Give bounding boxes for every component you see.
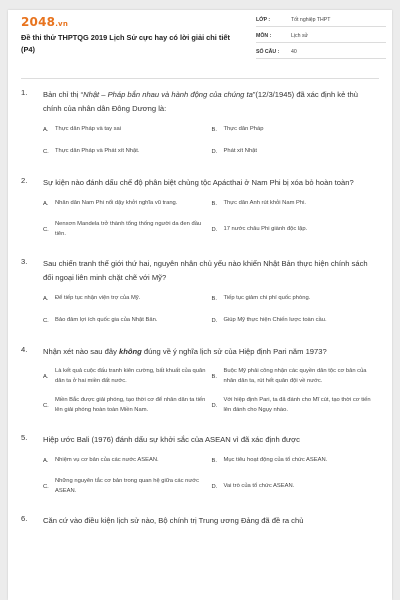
option-text: Thực dân Pháp và tay sai	[55, 126, 122, 133]
answer-option[interactable]	[212, 367, 375, 386]
option-text: Thực dân Anh rút khỏi Nam Phi.	[223, 200, 307, 207]
answer-option[interactable]	[212, 146, 375, 158]
option-letter: C.	[43, 149, 49, 155]
question-text-part: Bản chỉ thị “	[43, 90, 84, 99]
question-text-part: Hiệp ước Bali (1976) đánh dấu sự khởi sắc của ASEAN vì đã xác định được	[43, 435, 300, 444]
option-letter: B.	[211, 201, 217, 207]
option-text: Phát xít Nhật	[223, 148, 258, 155]
option-text: Thực dân Pháp	[223, 126, 264, 133]
answer-option[interactable]	[43, 146, 206, 158]
question-number: 6.	[21, 514, 28, 523]
option-text: Miền Bắc được giải phóng, tạo thời cơ để nhân dân ta tiến lên giải phóng hoàn toàn Miền Nam.	[55, 397, 206, 413]
question-text	[43, 257, 374, 285]
answer-option[interactable]	[43, 293, 206, 305]
question	[8, 345, 392, 415]
answer-option[interactable]	[43, 315, 206, 327]
answer-option[interactable]	[43, 124, 206, 136]
option-letter: A.	[43, 127, 49, 133]
option-text: Nhân dân Nam Phi nổi dậy khởi nghĩa vũ trang.	[55, 200, 178, 207]
header-divider	[21, 78, 379, 79]
answer-options	[43, 124, 374, 158]
question-number: 4.	[21, 345, 28, 354]
option-text: Là kết quả cuộc đấu tranh kiên cường, bất khuất của quân dân ta ở hai miền đất nước.	[55, 368, 206, 384]
meta-label: MÔN :	[256, 33, 272, 39]
option-letter: D.	[211, 149, 218, 155]
answer-options	[43, 198, 374, 239]
question	[8, 433, 392, 496]
answer-option[interactable]	[43, 396, 206, 415]
question-text	[43, 345, 374, 359]
question-text	[43, 176, 374, 190]
option-text: Với hiệp định Pari, ta đã đánh cho Mĩ cút, tạo thời cơ tiến lên đánh cho Ngụy nhào.	[223, 397, 371, 413]
option-letter: A.	[43, 373, 49, 380]
option-letter: C.	[43, 402, 49, 409]
option-text: Giúp Mỹ thực hiện Chiến lược toàn cầu.	[223, 317, 327, 324]
question-text-part: Nhận xét nào sau đây	[43, 347, 119, 356]
meta-row-subject	[256, 30, 386, 43]
answer-options	[43, 293, 374, 327]
answer-option[interactable]	[212, 455, 375, 467]
logo-text: 2048	[21, 15, 56, 29]
question-number: 2.	[21, 176, 28, 185]
option-text: Buộc Mỹ phải công nhận các quyền dân tộc cơ bản của nhân dân ta, rút hết quân đội về nước.	[223, 368, 367, 384]
answer-options	[43, 455, 374, 496]
option-letter: A.	[43, 201, 49, 207]
answer-option[interactable]	[212, 198, 375, 210]
meta-label: SỐ CÂU :	[256, 49, 280, 55]
answer-option[interactable]	[43, 477, 206, 496]
answer-option[interactable]	[43, 367, 206, 386]
exam-title: Đề thi thử THPTQG 2019 Lịch Sử cực hay có lời giải chi tiết (P4)	[21, 33, 230, 54]
question-text-part: ”(12/3/1945) đã xác định kẻ thù chính của nhân dân Đông Dương là:	[43, 90, 358, 113]
option-text: Bảo đảm lợi ích quốc gia của Nhật Bản.	[55, 317, 158, 324]
meta-label: LỚP :	[256, 17, 271, 23]
option-text: Thực dân Pháp và Phát xít Nhật.	[55, 148, 140, 155]
site-logo[interactable]	[21, 15, 68, 29]
question-number: 1.	[21, 88, 28, 97]
question-text-emphasis: không	[119, 347, 142, 356]
question-text-part: Căn cứ vào điều kiện lịch sử nào, Bộ chính trị Trung ương Đảng đã đề ra chủ	[43, 516, 304, 525]
option-letter: D.	[211, 226, 218, 233]
question-text-part: đúng về ý nghĩa lịch sử của Hiệp định Pari năm 1973?	[141, 347, 327, 356]
question	[8, 176, 392, 239]
question-number: 5.	[21, 433, 28, 442]
answer-option[interactable]	[43, 455, 206, 467]
logo-suffix: .vn	[55, 20, 69, 28]
option-letter: C.	[43, 483, 49, 490]
option-letter: D.	[211, 483, 218, 490]
answer-option[interactable]	[212, 477, 375, 496]
option-text: Nenxơn Mandela trở thành tổng thống người da đen đầu tiên.	[55, 221, 202, 237]
option-text: Tiếp tục giảm chi phí quốc phòng.	[223, 295, 311, 302]
question-list	[8, 88, 392, 546]
question-text-part: Sự kiện nào đánh dấu chế độ phân biệt chủng tộc Apácthai ở Nam Phi bị xóa bỏ hoàn toàn?	[43, 178, 354, 187]
option-letter: B.	[211, 296, 217, 302]
meta-value: 40	[291, 49, 297, 55]
option-text: Để tiếp tục nhận viện trợ của Mỹ.	[55, 295, 141, 302]
question	[8, 514, 392, 528]
meta-row-count	[256, 46, 386, 59]
option-letter: D.	[211, 318, 218, 324]
answer-option[interactable]	[212, 396, 375, 415]
option-letter: D.	[211, 402, 218, 409]
option-text: 17 nước châu Phi giành độc lập.	[223, 225, 308, 232]
answer-option[interactable]	[212, 293, 375, 305]
question-text	[43, 433, 374, 447]
answer-option[interactable]	[212, 220, 375, 239]
option-letter: B.	[211, 458, 217, 464]
question-text-part: Sau chiến tranh thế giới thứ hai, nguyên nhân chủ yếu nào khiến Nhật Bản thực hiện chính sách đối ngoại liên minh chặt chẽ với Mỹ?	[43, 259, 368, 282]
answer-option[interactable]	[43, 220, 206, 239]
exam-meta	[256, 14, 386, 62]
question-text-emphasis: Nhật – Pháp bắn nhau và hành động của chúng ta	[83, 90, 253, 99]
exam-page	[8, 10, 392, 600]
option-text: Những nguyên tắc cơ bản trong quan hệ giữa các nước ASEAN.	[55, 478, 199, 494]
option-text: Vai trò của tổ chức ASEAN.	[223, 482, 295, 489]
answer-option[interactable]	[43, 198, 206, 210]
option-letter: C.	[43, 318, 49, 324]
option-letter: B.	[211, 373, 217, 380]
page-header	[8, 10, 392, 68]
question	[8, 257, 392, 327]
option-text: Nhiệm vụ cơ bản của các nước ASEAN.	[55, 457, 159, 464]
option-letter: B.	[211, 127, 217, 133]
question	[8, 88, 392, 158]
meta-value: Tốt nghiệp THPT	[291, 17, 331, 23]
question-text	[43, 514, 374, 528]
question-number: 3.	[21, 257, 28, 266]
option-letter: C.	[43, 226, 49, 233]
option-letter: A.	[43, 296, 49, 302]
meta-row-class	[256, 14, 386, 27]
option-text: Mục tiêu hoạt động của tổ chức ASEAN.	[223, 457, 328, 464]
option-letter: A.	[43, 458, 49, 464]
answer-options	[43, 367, 374, 415]
answer-option[interactable]	[212, 124, 375, 136]
meta-value: Lịch sử	[291, 33, 309, 39]
answer-option[interactable]	[212, 315, 375, 327]
question-text	[43, 88, 374, 116]
